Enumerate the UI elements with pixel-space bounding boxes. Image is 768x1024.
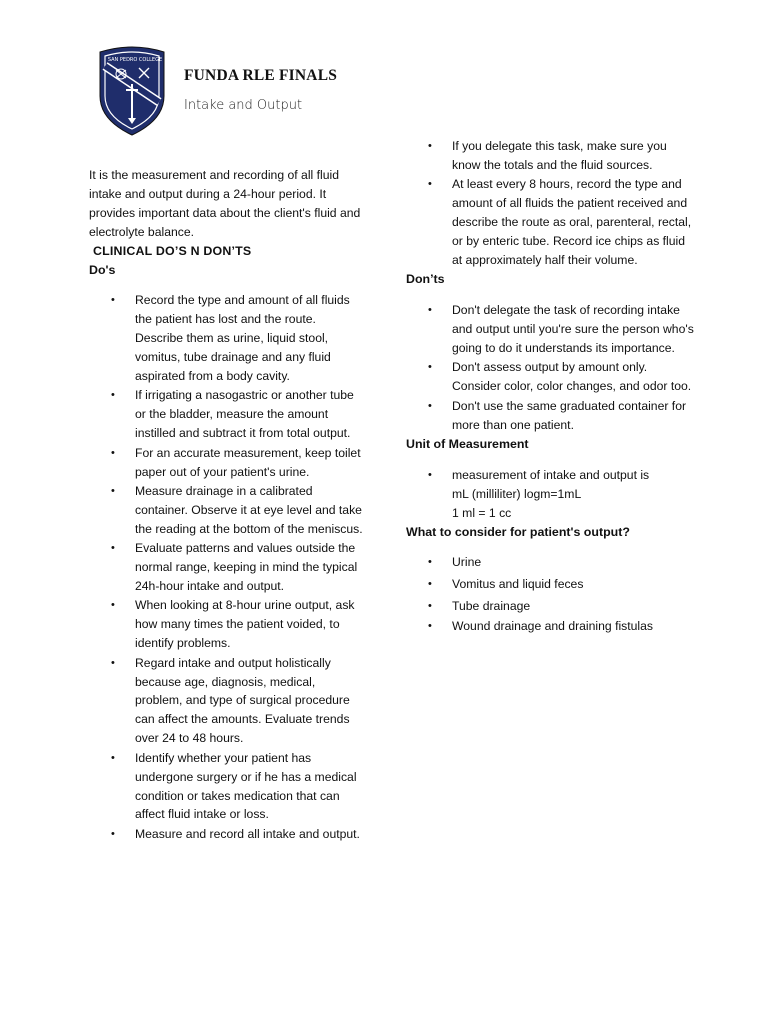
- unit-line-1: measurement of intake and output is: [452, 468, 650, 482]
- list-item: • If irrigating a nasogastric or another tube or the bladder, measure the amount instilled and subtract it from total output.: [111, 388, 354, 441]
- list-item: • Evaluate patterns and values outside the normal range, keeping in mind the typical 24h-hour intake and output.: [111, 541, 358, 594]
- bullet-icon: •: [111, 751, 115, 764]
- list-item: • Don't assess output by amount only. Consider color, color changes, and odor too.: [428, 360, 692, 394]
- unit-list: [406, 466, 696, 523]
- list-item: • Don't delegate the task of recording intake and output until you're sure the person who's going to do it understands its importance.: [428, 303, 694, 356]
- crest-lettering: SAN PEDRO COLLEGE: [107, 57, 163, 63]
- bullet-icon: •: [111, 542, 115, 555]
- list-item: • Measure drainage in a calibrated container. Observe it at eye level and take the reading at the bottom of the meniscus.: [111, 484, 363, 536]
- list-item: • If you delegate this task, make sure you know the totals and the fluid sources.: [428, 139, 667, 172]
- bullet-icon: •: [428, 178, 432, 191]
- dos-list-continued: [406, 137, 696, 270]
- consider-list: [406, 552, 696, 636]
- donts-heading: Don’ts: [406, 272, 445, 287]
- list-item: • Urine: [406, 552, 696, 573]
- list-item: • Vomitus and liquid feces: [406, 574, 696, 595]
- document-subtitle: Intake and Output: [184, 98, 303, 113]
- bullet-icon: •: [428, 577, 432, 590]
- list-item: [406, 466, 696, 523]
- unit-heading: Unit of Measurement: [406, 437, 529, 452]
- clinical-heading: CLINICAL DO’S N DON’TS: [93, 243, 252, 258]
- bullet-icon: •: [111, 599, 115, 612]
- bullet-icon: •: [428, 399, 432, 412]
- list-item: • Don't use the same graduated container for more than one patient.: [428, 398, 687, 432]
- unit-line-3: 1 ml = 1 cc: [452, 505, 512, 520]
- left-column: [89, 166, 367, 844]
- list-item: • Tube drainage: [406, 596, 696, 617]
- donts-list: [406, 301, 696, 434]
- intro-paragraph: It is the measurement and recording of all fluid intake and output during a 24-hour period. It provides important data about the client's fluid and electrolyte balance.: [89, 168, 361, 239]
- bullet-icon: •: [428, 620, 432, 633]
- list-item: • For an accurate measurement, keep toilet paper out of your patient's urine.: [111, 445, 361, 479]
- bullet-icon: •: [428, 361, 432, 374]
- bullet-icon: •: [111, 446, 115, 459]
- right-column: [406, 137, 696, 637]
- list-item: • At least every 8 hours, record the type and amount of all fluids the patient received and describe the route as oral, parenteral, rectal, or by enteric tube. Record ice chips as fluid at approximately half their volume.: [428, 177, 692, 267]
- bullet-icon: •: [428, 469, 432, 481]
- bullet-icon: •: [111, 485, 115, 497]
- list-item: • Identify whether your patient has undergone surgery or if he has a medical condition or takes medication that can affect fluid intake or loss.: [111, 750, 357, 822]
- bullet-icon: •: [111, 389, 115, 402]
- dos-heading: Do's: [89, 262, 116, 277]
- school-crest-icon: [97, 44, 167, 136]
- bullet-icon: •: [428, 599, 432, 612]
- dos-list: [89, 291, 367, 843]
- list-item: • Record the type and amount of all fluids the patient has lost and the route. Describe them as urine, liquid stool, vomitus, tube drainage and any fluid aspirated from a body cavity.: [111, 293, 350, 384]
- document-title: FUNDA RLE FINALS: [184, 67, 338, 84]
- bullet-icon: •: [111, 827, 115, 840]
- bullet-icon: •: [111, 294, 115, 307]
- list-item: • Wound drainage and draining fistulas: [406, 617, 696, 636]
- list-item: • Measure and record all intake and output.: [89, 825, 365, 844]
- unit-line-2: mL (milliliter) logm=1mL: [452, 486, 582, 501]
- bullet-icon: •: [428, 304, 432, 317]
- list-item: • When looking at 8-hour urine output, ask how many times the patient voided, to identify problems.: [111, 598, 355, 651]
- list-item: • Regard intake and output holistically because age, diagnosis, medical, problem, and type of surgical procedure can affect the amounts. Evaluate trends over 24 to 48 hours.: [111, 655, 350, 746]
- bullet-icon: •: [428, 556, 432, 569]
- consider-heading: What to consider for patient's output?: [406, 525, 630, 540]
- bullet-icon: •: [111, 656, 115, 669]
- bullet-icon: •: [428, 140, 432, 152]
